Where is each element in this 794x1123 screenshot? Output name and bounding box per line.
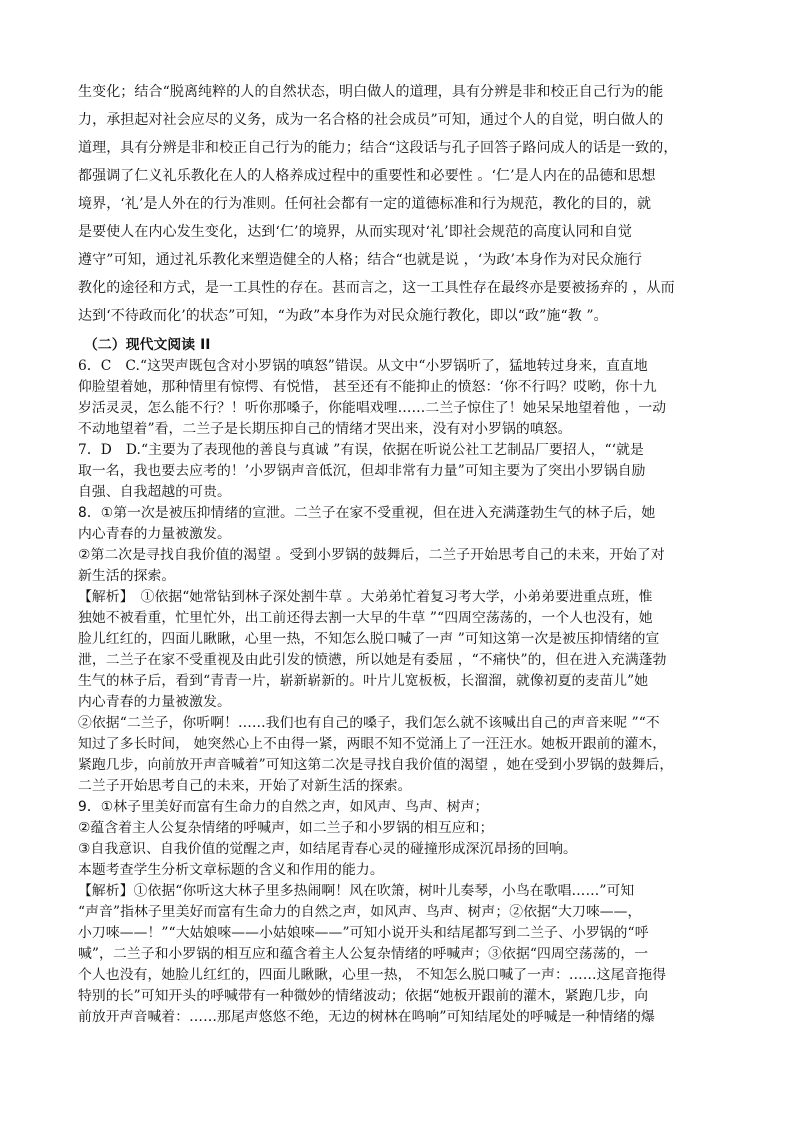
analysis-line: 小刀唻——！”“大姑娘唻——小姑娘唻——”可知小说开头和结尾都写到二兰子、小罗锅的“呼	[78, 925, 649, 941]
text-line: 道理，具有分辨是非和校正自己行为的能力；结合“这段话与孔子回答子路问成人的话是一致的，	[78, 140, 678, 156]
analysis-line: 泄，二兰子在家不受重视及由此引发的愤懑，所以她是有委屈 ，“不痛快”的，但在进入充满蓬勃	[78, 652, 667, 668]
text-line: 境界，‘礼’是人外在的行为准则。任何社会都有一定的道德标准和行为规范，教化的目的，就	[78, 196, 652, 212]
analysis-line: 岁活灵灵，怎么能不行？！听你那嗓子，你能唱戏哩……二兰子惊住了！她呆呆地望着他 ，一动	[78, 400, 667, 416]
answer-line: ③自我意识、自我价值的觉醒之声，如结尾青春心灵的碰撞形成深沉昂扬的回响。	[78, 841, 577, 857]
answer-analysis-section-1	[78, 78, 718, 330]
answer-line: 新生活的探索。	[78, 568, 176, 584]
analysis-line: 喊”，二兰子和小罗锅的相互应和蕴含着主人公复杂情绪的呼喊声；③依据“四周空荡荡的，一	[78, 946, 649, 962]
analysis-line: 7．D D.“主要为了表现他的善良与真诚 ”有误，依据在听说公社工艺制品厂要招人，“‘就是	[78, 442, 644, 458]
analysis-line: 仰脸望着她，那种情里有惊愕、有悦惜， 甚至还有不能抑止的愤怒：‘你不行吗？哎哟，你十九	[78, 379, 657, 395]
analysis-line: 个人也没有，她脸儿红红的，四面儿瞅瞅，心里一热， 不知怎么脱口喊了一声：……这尾音拖得	[78, 967, 667, 983]
answer-line: ②第二次是寻找自我价值的渴望 。受到小罗锅的鼓舞后，二兰子开始思考自己的未来，开始了对	[78, 547, 665, 563]
analysis-line: 紧跑几步，向前放开声音喊着”可知这第二次是寻找自我价值的渴望 ，她在受到小罗锅的鼓舞后，	[78, 757, 674, 773]
analysis-line: 【解析】 ①依据“她常钻到林子深处割牛草 。大弟弟忙着复习考大学，小弟弟要进重点班，惟	[78, 589, 653, 605]
analysis-line: 二兰子开始思考自己的未来，开始了对新生活的探索。	[78, 778, 412, 794]
analysis-line: 知过了多长时间， 她突然心上不由得一紧，两眼不知不觉涌上了一汪汪水。她板开跟前的灌木，	[78, 736, 667, 752]
analysis-line: 特别的长”可知开头的呼喊带有一种微妙的情绪波动；依据“她板开跟前的灌木，紧跑几步，向	[78, 988, 649, 1004]
text-line: 达到‘不待政而化’的状态”可知，“为政”本身作为对民众施行教化，即以“政”施“教 ”。	[78, 308, 608, 324]
section-heading: （二）现代文阅读 II	[84, 337, 211, 353]
answer-line: ②蕴含着主人公复杂情绪的呼喊声，如二兰子和小罗锅的相互应和；	[78, 820, 494, 836]
answer-analysis-section-2	[78, 334, 718, 1028]
analysis-line: 前放开声音喊着：……那尾声悠悠不绝，无边的树林在鸣响”可知结尾处的呼喊是一种情绪的爆	[78, 1009, 655, 1025]
answer-line: 9．①林子里美好而富有生命力的自然之声，如风声、鸟声、树声；	[78, 799, 489, 815]
analysis-line: 不动地望着”看，二兰子是长期压抑自己的情绪才哭出来，没有对小罗锅的嗔怒。	[78, 421, 572, 437]
answer-line: 本题考查学生分析文章标题的含义和作用的能力。	[78, 862, 384, 878]
text-line: 教化的途径和方式，是一工具性的存在。甚而言之，这一工具性存在最终亦是要被扬弃的 ，从而	[78, 280, 675, 296]
answer-line: 8．①第一次是被压抑情绪的宣泄。二兰子在家不受重视，但在进入充满蓬勃生气的林子后，她	[78, 505, 656, 521]
analysis-line: ②依据“二兰子，你听啊！……我们也有自己的嗓子，我们怎么就不该喊出自己的声音来呢 ”“不	[78, 715, 660, 731]
text-line: 是要使人在内心发生变化，达到‘仁’的境界，从而实现对‘礼’即社会规范的高度认同和自觉	[78, 224, 632, 240]
answer-line: 内心青春的力量被激发。	[78, 526, 231, 542]
text-line: 遵守”可知，通过礼乐教化来塑造健全的人格；结合“也就是说 ，‘为政’本身作为对民众施行	[78, 252, 642, 268]
analysis-line: “声音”指林子里美好而富有生命力的自然之声，如风声、鸟声、树声；②依据“大刀唻——，	[78, 904, 642, 920]
text-line: 生变化；结合“脱离纯粹的人的自然状态，明白做人的道理，具有分辨是非和校正自己行为的能	[78, 84, 664, 100]
analysis-line: 独她不被看重，忙里忙外，出工前还得去割一大早的牛草 ”“四周空荡荡的，一个人也没有，她	[78, 610, 653, 626]
analysis-line: 取一名，我也要去应考的！’小罗锅声音低沉，但却非常有力量”可知主要为了突出小罗锅自励	[78, 463, 646, 479]
analysis-line: 【解析】①依据“你听这大林子里多热闹啊！风在吹箫，树叶儿奏琴，小鸟在歌唱……”可知	[78, 883, 635, 899]
text-line: 都强调了仁义礼乐教化在人的人格养成过程中的重要性和必要性 。‘仁’是人内在的品德和思想	[78, 168, 656, 184]
analysis-line: 内心青春的力量被激发。	[78, 694, 231, 710]
analysis-line: 6．C C.“这哭声既包含对小罗锅的嗔怒”错误。从文中“小罗锅听了，猛地转过身来，直直地	[78, 358, 648, 374]
analysis-line: 生气的林子后，看到“青青一片，崭新崭新的。叶片儿宽板板，长溜溜，就像初夏的麦苗儿”她	[78, 673, 649, 689]
section-2-lines	[78, 356, 718, 1028]
analysis-line: 自强、自我超越的可贵。	[78, 484, 231, 500]
text-line: 力，承担起对社会应尽的义务，成为一名合格的社会成员”可知，通过个人的自觉，明白做人的	[78, 112, 664, 128]
analysis-line: 脸儿红红的，四面儿瞅瞅，心里一热，不知怎么脱口喊了一声 ”可知这第一次是被压抑情绪的宣	[78, 631, 660, 647]
